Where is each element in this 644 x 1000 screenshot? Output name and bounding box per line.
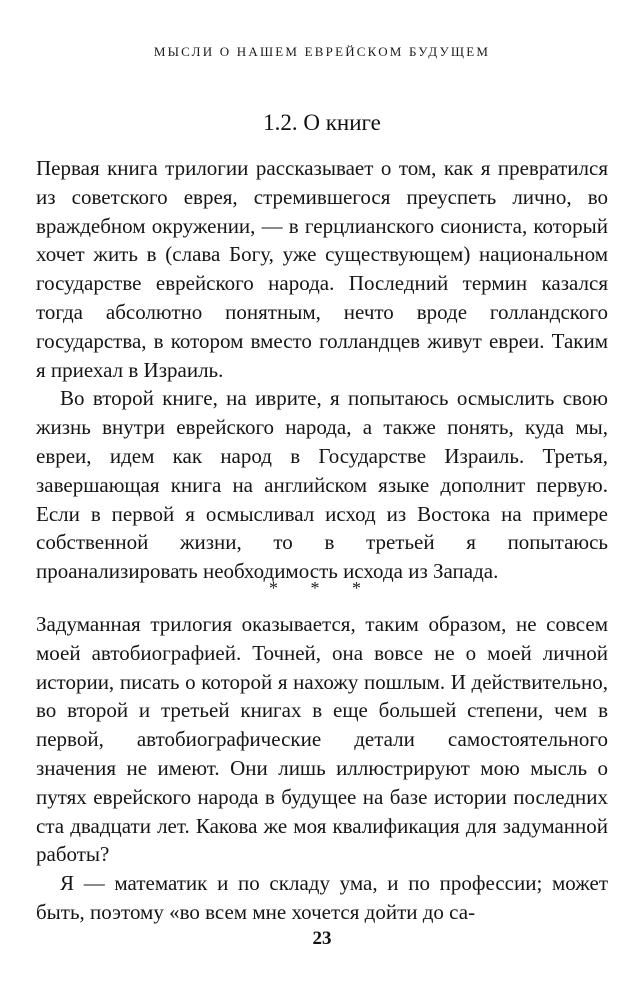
body-text-after-separator [36, 610, 608, 927]
section-title: 1.2. О книге [263, 110, 381, 135]
paragraph-1: Первая книга трилогии рассказывает о том, как я превратился из советского еврея, стремившегося преуспеть лично, во враждебном окружении, — в герцлианского сиониста, который хочет жить в (слава Богу, уже существующем) национальном государстве еврейского народа. Последний термин казался тогда абсолютно понятным, нечто вроде голландского государства, в котором вместо голландцев живут евреи. Таким я приехал в Израиль. [36, 156, 608, 382]
paragraph-2: Во второй книге, на иврите, я попытаюсь осмыслить свою жизнь внутри еврейского народа, а также понять, куда мы, евреи, идем как народ в Государстве Израиль. Третья, завершающая книга на английском языке дополнит первую. Если в первой я осмысливал исход из Востока на примере собственной жизни, то в третьей я попытаюсь проанализировать необходимость исхода из Запада. [36, 386, 608, 584]
section-separator: * * * [269, 578, 375, 598]
body-text-before-separator [36, 154, 608, 586]
running-header: МЫСЛИ О НАШЕМ ЕВРЕЙСКОМ БУДУЩЕМ [153, 44, 491, 59]
paragraph-4: Я — математик и по складу ума, и по профессии; может быть, поэтому «во всем мне хочется дойти до са- [36, 871, 608, 924]
paragraph-3: Задуманная трилогия оказывается, таким образом, не совсем моей автобиографией. Точней, она вовсе не о моей личной истории, писать о которой я нахожу пошлым. И действительно, во второй и третьей книгах в еще большей степени, чем в первой, автобиографические детали самостоятельного значения не имеют. Они лишь иллюстрируют мою мысль о путях еврейского народа в будущее на базе истории последних ста двадцати лет. Какова же моя квалификация для задуманной работы? [36, 612, 608, 867]
page-number: 23 [312, 928, 332, 949]
